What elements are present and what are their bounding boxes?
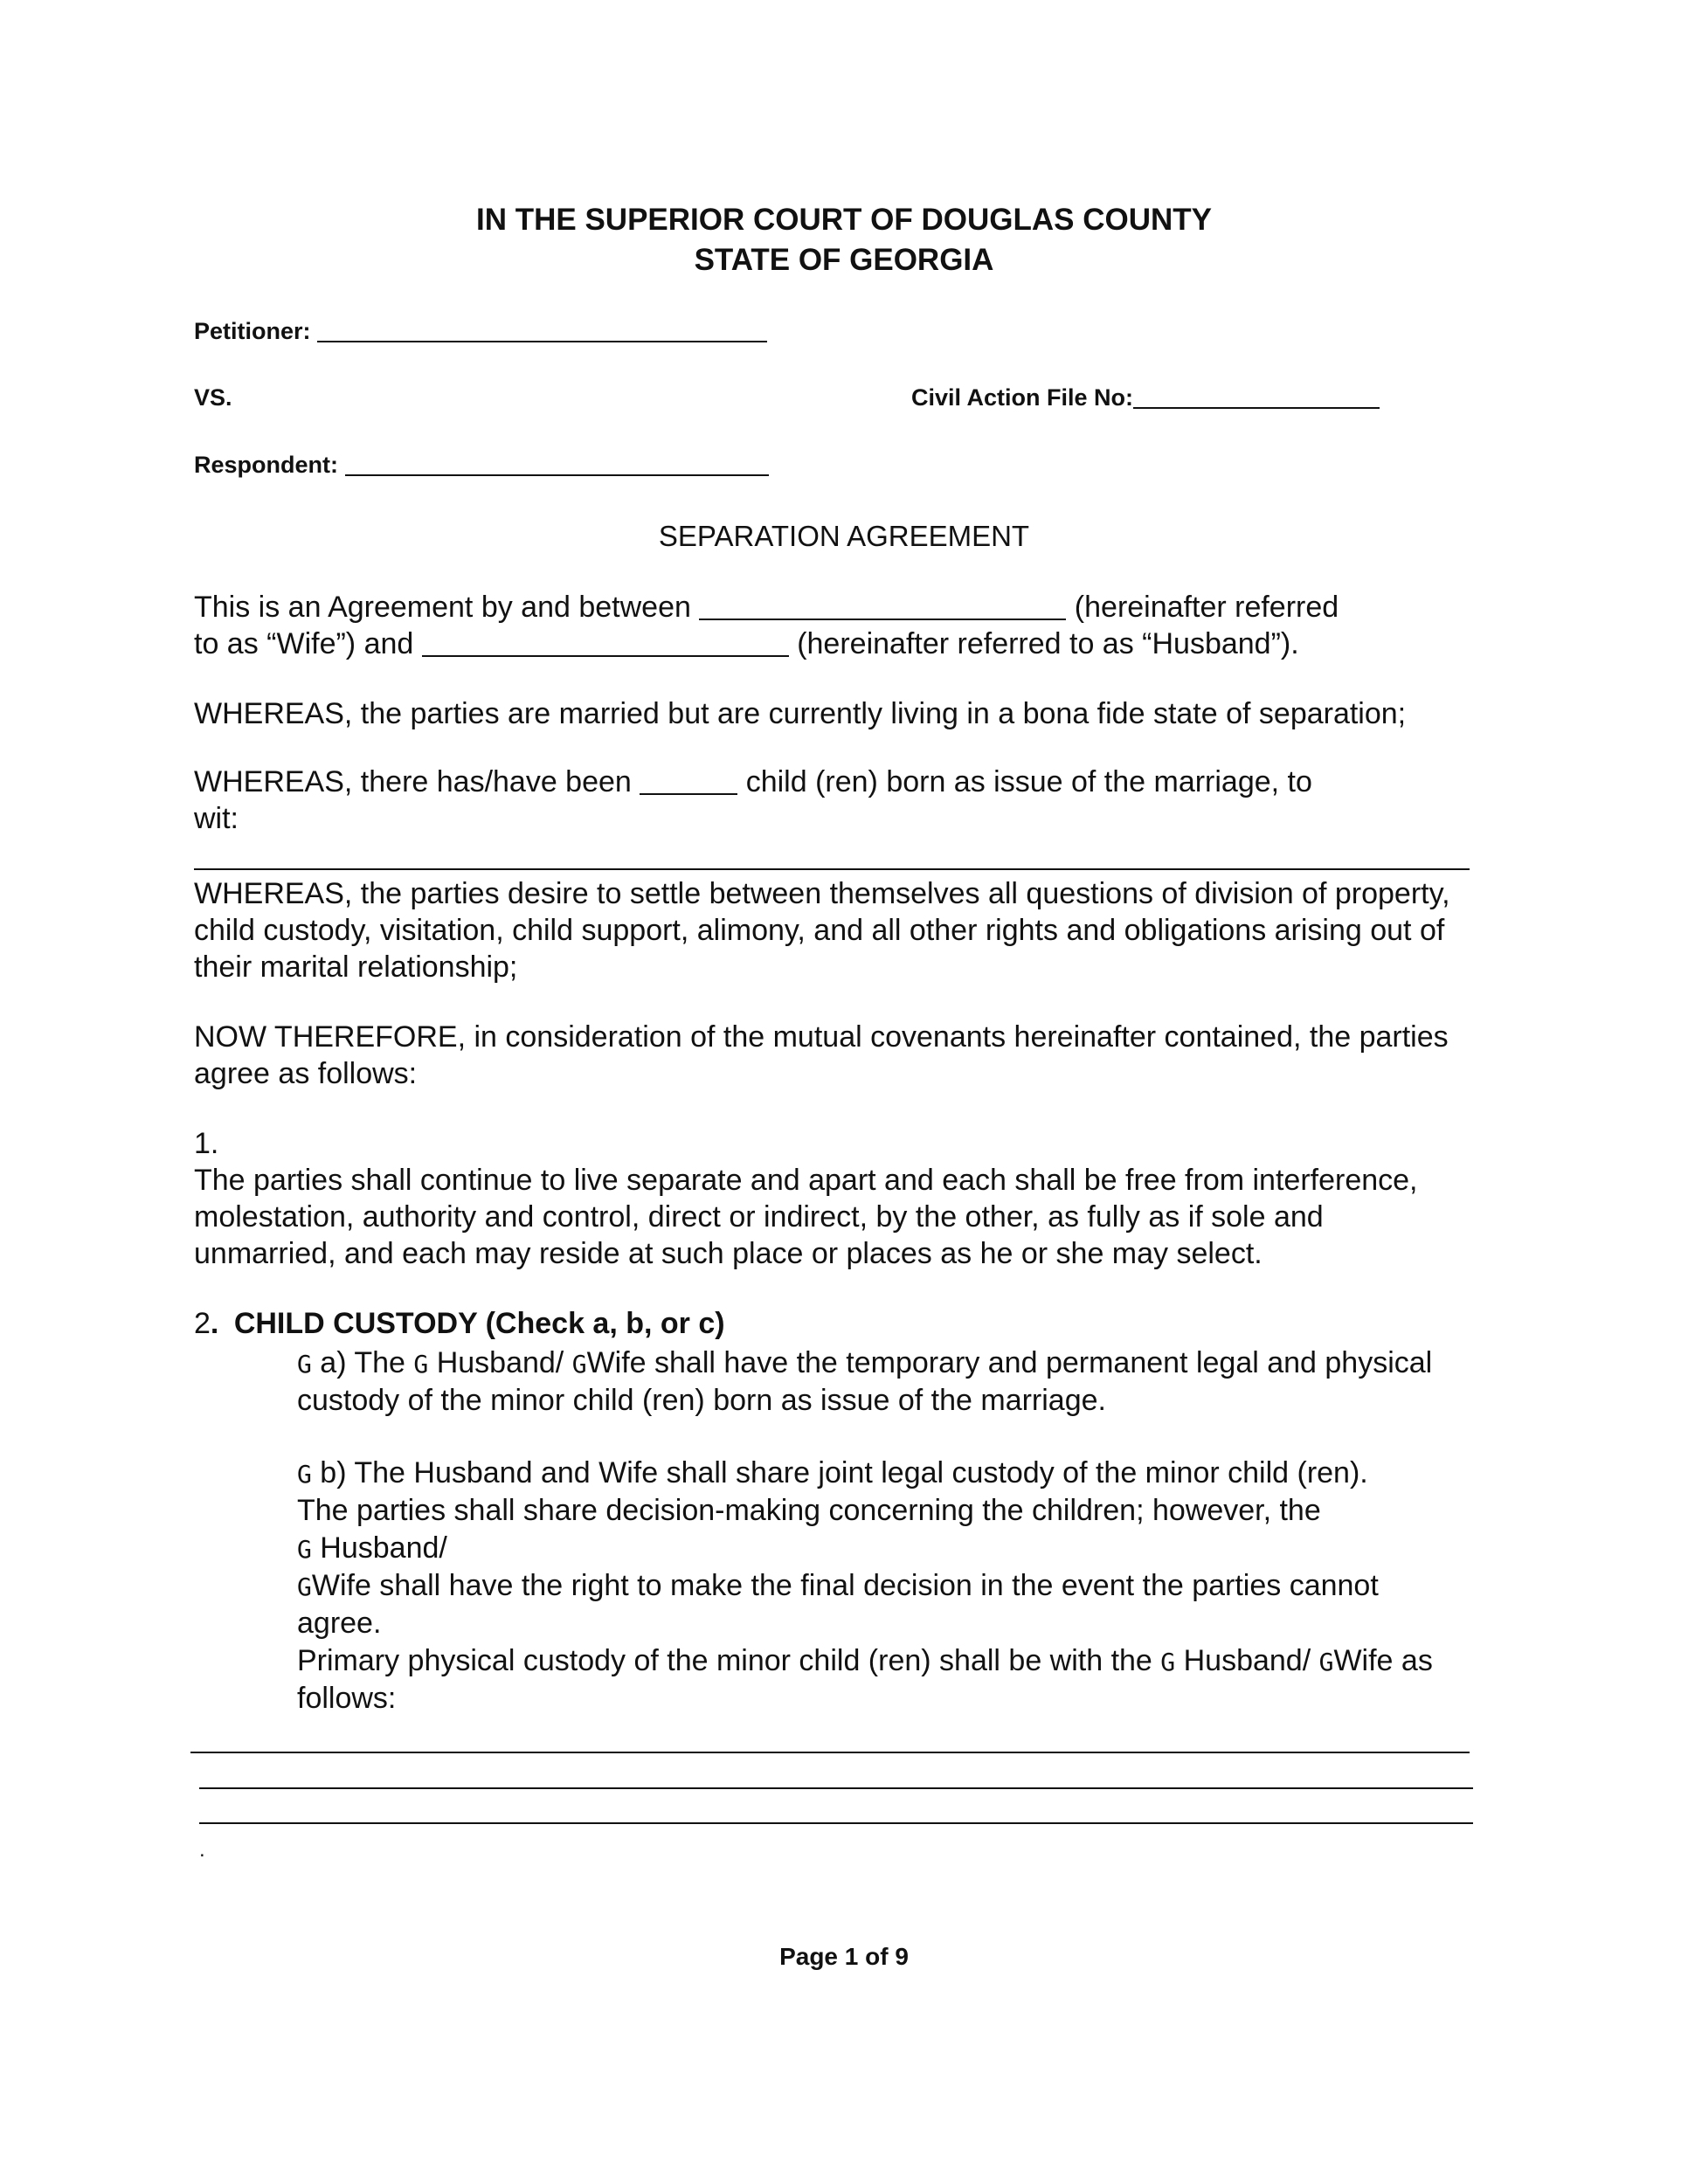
intro-line-1: This is an Agreement by and between (hereinafter referred: [194, 591, 1339, 624]
file-no-row: [911, 384, 1380, 411]
respondent-label: Respondent:: [194, 452, 338, 478]
file-no-field[interactable]: [1133, 384, 1380, 409]
page-number: Page 1 of 9: [779, 1943, 909, 1970]
whereas-children-line-1: WHEREAS, there has/have been child (ren) born as issue of the marriage, to: [194, 765, 1312, 798]
trailing-period: .: [199, 1838, 205, 1862]
physical-custody-husband-checkbox[interactable]: G: [1160, 1648, 1176, 1676]
option-b-line-6: Primary physical custody of the minor child (ren) shall be with the G Husband/ GWife as: [297, 1644, 1433, 1677]
section-1-line-2: molestation, authority and control, direct or indirect, by the other, as fully as if sole and: [194, 1200, 1324, 1234]
file-no-label: Civil Action File No:: [911, 384, 1134, 411]
section-1-line-3: unmarried, and each may reside at such place or places as he or she may select.: [194, 1237, 1263, 1270]
option-b-line-7: follows:: [297, 1682, 397, 1715]
option-b-line-1: G b) The Husband and Wife shall share joint legal custody of the minor child (ren).: [297, 1456, 1368, 1489]
court-state: STATE OF GEORGIA: [694, 243, 994, 277]
now-therefore-1: NOW THEREFORE, in consideration of the mutual covenants hereinafter contained, the parties: [194, 1020, 1449, 1054]
option-a-line-1: G a) The G Husband/ GWife shall have the temporary and permanent legal and physical: [297, 1346, 1433, 1379]
respondent-field[interactable]: [345, 452, 769, 476]
option-b-line-4: GWife shall have the right to make the final decision in the event the parties cannot: [297, 1569, 1379, 1602]
custody-terms-line-3[interactable]: [199, 1822, 1473, 1824]
physical-custody-wife-checkbox[interactable]: G: [1318, 1648, 1334, 1676]
wife-name-field[interactable]: [699, 596, 1066, 620]
children-names-line[interactable]: [194, 868, 1470, 870]
section-1-line-1: The parties shall continue to live separate and apart and each shall be free from interference,: [194, 1164, 1418, 1197]
option-b-line-5: agree.: [297, 1607, 382, 1640]
section-1-number: 1.: [194, 1127, 219, 1160]
section-2-heading: 2. CHILD CUSTODY (Check a, b, or c): [194, 1307, 725, 1340]
custody-terms-line-1[interactable]: [190, 1752, 1470, 1753]
whereas-settle-2: child custody, visitation, child support, alimony, and all other rights and obligations arising out of: [194, 914, 1445, 947]
option-b-line-3: G Husband/: [297, 1531, 447, 1565]
intro-line-2: to as “Wife”) and (hereinafter referred to as “Husband”).: [194, 627, 1299, 660]
court-name: IN THE SUPERIOR COURT OF DOUGLAS COUNTY: [476, 203, 1212, 237]
final-decision-husband-checkbox[interactable]: G: [297, 1535, 312, 1564]
petitioner-label: Petitioner:: [194, 318, 311, 344]
vs-label: VS.: [194, 384, 232, 411]
option-a-checkbox[interactable]: G: [297, 1350, 312, 1379]
option-b-checkbox[interactable]: G: [297, 1460, 312, 1489]
now-therefore-2: agree as follows:: [194, 1057, 418, 1090]
whereas-separation: WHEREAS, the parties are married but are currently living in a bona fide state of separation;: [194, 697, 1407, 730]
respondent-row: [194, 452, 769, 479]
custody-terms-line-2[interactable]: [199, 1787, 1473, 1789]
whereas-settle-1: WHEREAS, the parties desire to settle between themselves all questions of division of property,: [194, 877, 1450, 910]
final-decision-wife-checkbox[interactable]: G: [297, 1572, 312, 1601]
document-title: SEPARATION AGREEMENT: [658, 520, 1030, 552]
whereas-children-line-2: wit:: [194, 802, 239, 835]
option-a-wife-checkbox[interactable]: G: [571, 1350, 587, 1379]
petitioner-row: [194, 318, 767, 345]
petitioner-field[interactable]: [317, 318, 767, 342]
husband-name-field[interactable]: [422, 632, 789, 657]
option-a-husband-checkbox[interactable]: G: [413, 1350, 429, 1379]
children-count-field[interactable]: [640, 771, 737, 795]
whereas-settle-3: their marital relationship;: [194, 950, 518, 984]
option-a-line-2: custody of the minor child (ren) born as issue of the marriage.: [297, 1384, 1106, 1417]
option-b-line-2: The parties shall share decision-making concerning the children; however, the: [297, 1494, 1321, 1527]
